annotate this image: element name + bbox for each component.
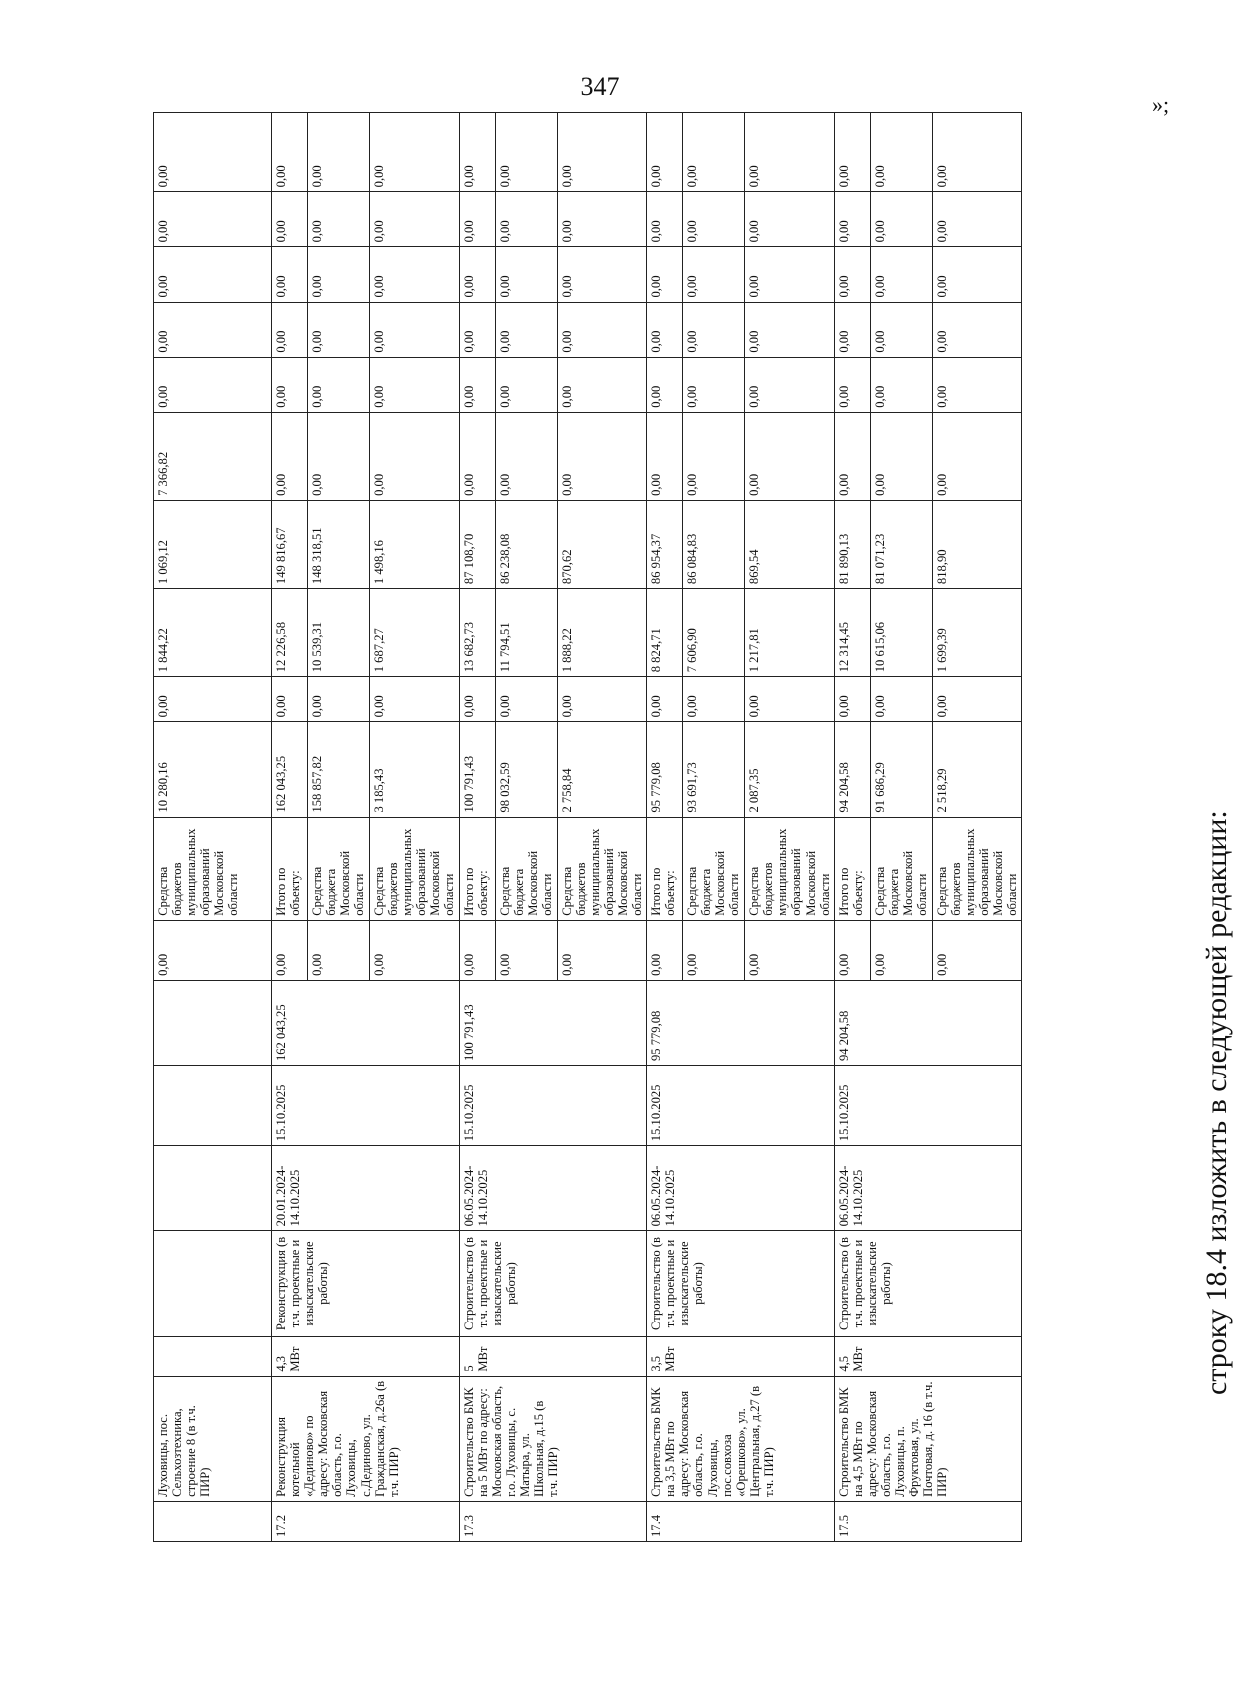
table-cell: 0,00 (308, 302, 370, 357)
table-cell: Итого по объекту: (459, 817, 495, 920)
table-cell: 0,00 (370, 302, 460, 357)
table-cell: 15.10.2025 (459, 1066, 647, 1146)
table-cell: 12 226,58 (272, 589, 308, 677)
table-cell: 7 606,90 (683, 589, 745, 677)
table-cell: 162 043,25 (272, 722, 308, 817)
closing-quote: »; (1152, 92, 1170, 117)
table-cell: 0,00 (154, 920, 272, 980)
table-cell: 8 824,71 (647, 589, 683, 677)
table-cell: 17.2 (272, 1501, 460, 1541)
table-cell: 5 МВт (459, 1336, 647, 1376)
table-cell: 0,00 (370, 920, 460, 980)
table-cell: Итого по объекту: (834, 817, 870, 920)
table-cell: 0,00 (557, 920, 647, 980)
table-cell: 0,00 (557, 113, 647, 192)
table-cell: 94 204,58 (834, 980, 1022, 1065)
table-cell: 0,00 (745, 192, 835, 247)
table-cell: 0,00 (459, 920, 495, 980)
table-cell: 0,00 (495, 113, 557, 192)
table-cell: 0,00 (557, 247, 647, 302)
table-cell: 15.10.2025 (834, 1066, 1022, 1146)
table-cell: 0,00 (932, 192, 1022, 247)
table-cell: 0,00 (932, 302, 1022, 357)
table-cell: 0,00 (647, 247, 683, 302)
table-cell: 98 032,59 (495, 722, 557, 817)
table-cell: 162 043,25 (272, 980, 460, 1065)
table-cell: 0,00 (272, 412, 308, 500)
table-cell: 0,00 (308, 192, 370, 247)
table-cell: 12 314,45 (834, 589, 870, 677)
table-cell: 0,00 (932, 677, 1022, 722)
table-cell: 06.05.2024-14.10.2025 (834, 1146, 1022, 1231)
table-cell: 0,00 (370, 113, 460, 192)
table-cell: 0,00 (932, 412, 1022, 500)
table-cell: 0,00 (647, 920, 683, 980)
table-cell: 0,00 (647, 357, 683, 412)
table-cell: 0,00 (745, 412, 835, 500)
table-cell: 86 084,83 (683, 500, 745, 588)
page-number: 347 (580, 72, 620, 101)
financing-table (153, 112, 1022, 1542)
table-cell: 869,54 (745, 500, 835, 588)
table-cell: 870,62 (557, 500, 647, 588)
table-cell: 1 687,27 (370, 589, 460, 677)
table-cell: Строительство БМК на 4,5 МВт по адресу: Московская область, г.о. Луховицы, п. Фруктовая, ул. Почтовая, д. 16 (в т.ч. ПИР) (834, 1376, 1022, 1501)
table-cell: 0,00 (870, 113, 932, 192)
table-cell: 0,00 (459, 412, 495, 500)
table-cell: 0,00 (870, 302, 932, 357)
table-row (647, 113, 683, 1542)
table-cell: 0,00 (745, 247, 835, 302)
table-cell: 10 615,06 (870, 589, 932, 677)
table-cell: 0,00 (834, 247, 870, 302)
table-cell: 0,00 (870, 920, 932, 980)
table-cell: 0,00 (745, 302, 835, 357)
table-cell: 0,00 (272, 677, 308, 722)
table-cell: 1 069,12 (154, 500, 272, 588)
table-cell: 0,00 (495, 247, 557, 302)
table-cell: 93 691,73 (683, 722, 745, 817)
table-cell: 0,00 (834, 192, 870, 247)
table-cell: 0,00 (308, 247, 370, 302)
table-cell: 0,00 (932, 247, 1022, 302)
table-cell: Средства бюджетов муниципальных образований Московской области (154, 817, 272, 920)
table-cell: 0,00 (834, 113, 870, 192)
table-cell: 06.05.2024-14.10.2025 (647, 1146, 835, 1231)
table-cell: 0,00 (154, 247, 272, 302)
table-cell: 3,5 МВт (647, 1336, 835, 1376)
table-cell: 0,00 (495, 192, 557, 247)
table-cell: Средства бюджета Московской области (683, 817, 745, 920)
table-cell: 0,00 (745, 113, 835, 192)
table-cell: 149 816,67 (272, 500, 308, 588)
table-cell: 0,00 (834, 357, 870, 412)
table-cell: 0,00 (459, 113, 495, 192)
table-cell: 0,00 (870, 192, 932, 247)
table-cell: 0,00 (154, 302, 272, 357)
table-cell: 10 539,31 (308, 589, 370, 677)
table-cell: 0,00 (495, 357, 557, 412)
table-cell: 17.5 (834, 1501, 1022, 1541)
table-cell: 0,00 (557, 192, 647, 247)
table-cell: Средства бюджетов муниципальных образований Московской области (557, 817, 647, 920)
table-cell: 0,00 (370, 357, 460, 412)
table-cell: 0,00 (745, 677, 835, 722)
table-cell: 0,00 (557, 677, 647, 722)
rotated-table-wrapper (153, 112, 1020, 1542)
table-cell: 0,00 (308, 920, 370, 980)
table-cell: 0,00 (647, 192, 683, 247)
table-row (834, 113, 870, 1542)
table-cell: 0,00 (272, 920, 308, 980)
table-cell: 0,00 (154, 192, 272, 247)
table-cell: 2 518,29 (932, 722, 1022, 817)
table-cell: 0,00 (683, 113, 745, 192)
table-cell: 0,00 (647, 113, 683, 192)
table-cell: Средства бюджетов муниципальных образований Московской области (932, 817, 1022, 920)
table-cell: 0,00 (683, 357, 745, 412)
table-cell: 0,00 (308, 677, 370, 722)
table-cell: 17.3 (459, 1501, 647, 1541)
table-cell: Средства бюджета Московской области (308, 817, 370, 920)
table-cell: 0,00 (495, 677, 557, 722)
table-cell: 7 366,82 (154, 412, 272, 500)
table-cell: Средства бюджета Московской области (870, 817, 932, 920)
table-cell: 2 087,35 (745, 722, 835, 817)
table-cell: 0,00 (154, 677, 272, 722)
amendment-instruction: строку 18.4 изложить в следующей редакции: (1200, 810, 1233, 1395)
table-cell: 0,00 (683, 677, 745, 722)
table-cell: 148 318,51 (308, 500, 370, 588)
table-cell: 0,00 (834, 302, 870, 357)
table-cell: 0,00 (647, 677, 683, 722)
table-cell: 818,90 (932, 500, 1022, 588)
table-cell: 95 779,08 (647, 722, 683, 817)
table-cell: 06.05.2024-14.10.2025 (459, 1146, 647, 1231)
table-cell: Строительство БМК на 3,5 МВт по адресу: Московская область, г.о. Луховицы, пос.совхоза «Орешково», ул. Центральная, д.27 (в т.ч. ПИР) (647, 1376, 835, 1501)
table-body (154, 113, 1022, 1542)
table-cell: 0,00 (745, 920, 835, 980)
table-cell: Строительство (в т.ч. проектные и изыскательские работы) (834, 1231, 1022, 1336)
table-cell: 15.10.2025 (272, 1066, 460, 1146)
table-cell: 0,00 (683, 302, 745, 357)
table-cell: Итого по объекту: (272, 817, 308, 920)
table-cell: Строительство БМК на 5 МВт по адресу: Московская область, г.о. Луховицы, с. Матыра, ул. Школьная, д.15 (в т.ч. ПИР) (459, 1376, 647, 1501)
table-cell: 4,5 МВт (834, 1336, 1022, 1376)
table-cell: 0,00 (647, 412, 683, 500)
table-cell: 91 686,29 (870, 722, 932, 817)
table-cell: 13 682,73 (459, 589, 495, 677)
table-cell: 0,00 (834, 412, 870, 500)
table-cell (154, 980, 272, 1065)
table-cell: 1 699,39 (932, 589, 1022, 677)
table-cell: Реконструкция котельной «Дединово» по адресу: Московская область, г.о. Луховицы, с.Дединово, ул. Гражданская, д.26а (в т.ч. ПИР) (272, 1376, 460, 1501)
table-cell: Луховицы, пос. Сельхозтехника, строение 8 (в т.ч. ПИР) (154, 1376, 272, 1501)
table-cell: 0,00 (495, 920, 557, 980)
table-cell: 0,00 (495, 302, 557, 357)
table-cell: Средства бюджетов муниципальных образований Московской области (745, 817, 835, 920)
table-cell: Реконструкция (в т.ч. проектные и изыскательские работы) (272, 1231, 460, 1336)
table-cell: 0,00 (870, 357, 932, 412)
table-cell: 0,00 (557, 412, 647, 500)
table-cell: 1 844,22 (154, 589, 272, 677)
table-cell (154, 1231, 272, 1336)
table-cell: 1 498,16 (370, 500, 460, 588)
table-cell: 0,00 (647, 302, 683, 357)
table-cell: 0,00 (870, 412, 932, 500)
table-row (272, 113, 308, 1542)
table-cell: 0,00 (683, 412, 745, 500)
table-cell: 158 857,82 (308, 722, 370, 817)
table-cell: 0,00 (557, 302, 647, 357)
table-cell: 0,00 (495, 412, 557, 500)
table-cell: 20.01.2024-14.10.2025 (272, 1146, 460, 1231)
table-cell: 0,00 (834, 677, 870, 722)
table-cell: 0,00 (370, 247, 460, 302)
table-cell: 10 280,16 (154, 722, 272, 817)
table-cell: 1 888,22 (557, 589, 647, 677)
table-cell: 81 071,23 (870, 500, 932, 588)
table-cell: 0,00 (683, 247, 745, 302)
table-cell: 0,00 (370, 677, 460, 722)
table-cell: 0,00 (745, 357, 835, 412)
table-cell: 0,00 (272, 302, 308, 357)
table-cell: 0,00 (459, 677, 495, 722)
table-cell: 3 185,43 (370, 722, 460, 817)
table-cell: 86 238,08 (495, 500, 557, 588)
table-cell: 0,00 (870, 677, 932, 722)
table-row (459, 113, 495, 1542)
table-cell: 87 108,70 (459, 500, 495, 588)
table-cell: 0,00 (272, 247, 308, 302)
table-cell: 0,00 (459, 357, 495, 412)
table-cell (154, 1336, 272, 1376)
table-cell: 0,00 (834, 920, 870, 980)
table-cell: Средства бюджетов муниципальных образований Московской области (370, 817, 460, 920)
table-cell: 100 791,43 (459, 722, 495, 817)
table-cell: 0,00 (459, 247, 495, 302)
table-cell: 0,00 (370, 192, 460, 247)
table-cell: Строительство (в т.ч. проектные и изыскательские работы) (647, 1231, 835, 1336)
table-cell: 0,00 (683, 192, 745, 247)
table-cell (154, 1501, 272, 1541)
table-cell: 0,00 (154, 357, 272, 412)
table-cell: 0,00 (308, 357, 370, 412)
table-cell: 0,00 (308, 412, 370, 500)
table-cell: 95 779,08 (647, 980, 835, 1065)
table-cell (154, 1146, 272, 1231)
table-cell: 2 758,84 (557, 722, 647, 817)
table-cell: 0,00 (459, 302, 495, 357)
table-cell: 0,00 (154, 113, 272, 192)
table-cell: Средства бюджета Московской области (495, 817, 557, 920)
table-cell: 0,00 (459, 192, 495, 247)
table-cell: 0,00 (557, 357, 647, 412)
table-cell: 0,00 (932, 113, 1022, 192)
table-cell: 0,00 (272, 357, 308, 412)
table-cell: Итого по объекту: (647, 817, 683, 920)
table-cell (154, 1066, 272, 1146)
table-cell: 0,00 (308, 113, 370, 192)
table-cell: 86 954,37 (647, 500, 683, 588)
table-cell: 0,00 (272, 192, 308, 247)
table-cell: 0,00 (370, 412, 460, 500)
table-cell: 0,00 (870, 247, 932, 302)
table-row (154, 113, 272, 1542)
table-cell: Строительство (в т.ч. проектные и изыскательские работы) (459, 1231, 647, 1336)
table-cell: 17.4 (647, 1501, 835, 1541)
table-cell: 100 791,43 (459, 980, 647, 1065)
table-cell: 11 794,51 (495, 589, 557, 677)
table-cell: 15.10.2025 (647, 1066, 835, 1146)
table-cell: 4,3 МВт (272, 1336, 460, 1376)
table-cell: 0,00 (683, 920, 745, 980)
table-cell: 0,00 (932, 920, 1022, 980)
table-cell: 0,00 (272, 113, 308, 192)
table-cell: 94 204,58 (834, 722, 870, 817)
table-cell: 0,00 (932, 357, 1022, 412)
table-cell: 81 890,13 (834, 500, 870, 588)
table-cell: 1 217,81 (745, 589, 835, 677)
